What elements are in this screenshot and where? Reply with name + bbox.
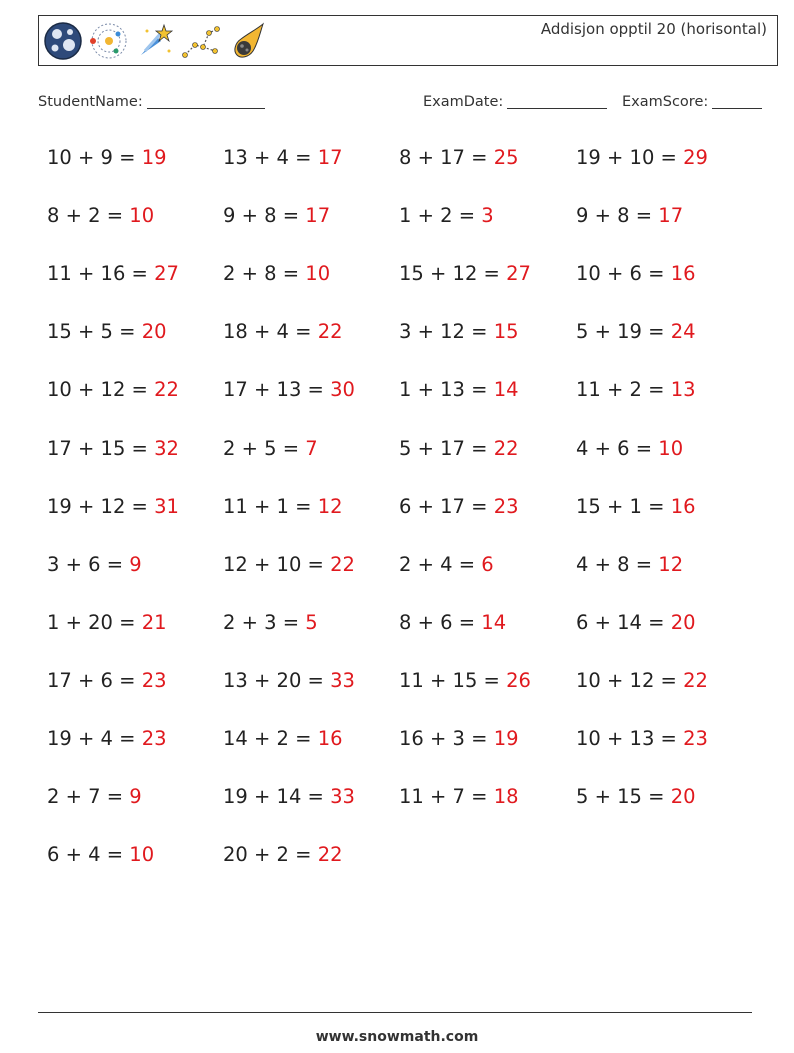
- problem-question: 5 + 15 =: [576, 785, 671, 809]
- problem-answer: 7: [305, 436, 318, 460]
- problem-answer: 20: [670, 610, 696, 634]
- problem-question: 10 + 13 =: [576, 727, 684, 750]
- problem-item: [223, 378, 355, 401]
- problem-question: 10 + 6 =: [576, 262, 671, 286]
- problem-question: 19 + 10 =: [576, 146, 684, 169]
- problem-item: [47, 611, 167, 634]
- problem-question: 15 + 1 =: [576, 494, 671, 518]
- shooting-star-icon: [135, 21, 175, 61]
- problem-answer: 23: [683, 727, 708, 750]
- problem-question: 13 + 20 =: [223, 668, 331, 692]
- problem-item: [223, 843, 343, 866]
- problem-question: 10 + 12 =: [576, 668, 684, 692]
- problem-item: [223, 669, 355, 692]
- problem-answer: 19: [141, 146, 167, 169]
- problem-answer: 22: [493, 436, 519, 460]
- problem-item: [399, 146, 519, 169]
- problem-answer: 22: [683, 668, 708, 692]
- problem-question: 6 + 17 =: [399, 494, 494, 518]
- footer-divider: [38, 1012, 752, 1013]
- problem-answer: 9: [129, 785, 142, 809]
- problem-item: [399, 727, 519, 750]
- problem-item: [399, 669, 531, 692]
- problem-answer: 12: [317, 494, 343, 518]
- problem-question: 8 + 2 =: [47, 204, 130, 228]
- problem-item: [576, 553, 683, 576]
- problem-item: [399, 262, 531, 285]
- problem-item: [47, 378, 179, 401]
- problem-question: 15 + 12 =: [399, 262, 507, 286]
- problem-question: 12 + 10 =: [223, 552, 331, 576]
- problem-item: [576, 437, 683, 460]
- problem-question: 3 + 12 =: [399, 320, 494, 344]
- problem-item: [47, 727, 167, 750]
- constellation-icon: [181, 21, 221, 61]
- problem-question: 11 + 7 =: [399, 785, 494, 809]
- problem-answer: 17: [658, 204, 684, 228]
- problem-item: [576, 204, 683, 227]
- problem-question: 19 + 4 =: [47, 727, 142, 750]
- problem-item: [223, 611, 318, 634]
- problem-answer: 5: [305, 610, 318, 634]
- problem-item: [399, 320, 519, 343]
- problem-question: 11 + 2 =: [576, 378, 671, 402]
- problem-answer: 17: [317, 146, 343, 169]
- problem-question: 16 + 3 =: [399, 727, 494, 750]
- problem-question: 2 + 7 =: [47, 785, 130, 809]
- problem-item: [223, 320, 343, 343]
- problem-item: [223, 146, 343, 169]
- footer-website: www.snowmath.com: [315, 1029, 479, 1045]
- problem-answer: 16: [670, 262, 696, 286]
- problem-answer: 25: [493, 146, 519, 169]
- problem-answer: 16: [317, 727, 343, 750]
- problem-item: [399, 204, 494, 227]
- problem-item: [576, 146, 708, 169]
- problem-answer: 20: [670, 785, 696, 809]
- exam-score-label: ExamScore:: [622, 94, 709, 110]
- problem-answer: 14: [481, 610, 507, 634]
- problem-item: [223, 785, 355, 808]
- problem-item: [576, 320, 696, 343]
- problem-question: 2 + 3 =: [223, 610, 306, 634]
- problem-answer: 29: [683, 146, 708, 169]
- problem-question: 17 + 13 =: [223, 378, 331, 402]
- problem-answer: 15: [493, 320, 519, 344]
- problem-question: 1 + 2 =: [399, 204, 482, 228]
- problem-question: 3 + 6 =: [47, 552, 130, 576]
- problem-answer: 31: [154, 494, 179, 518]
- problem-item: [576, 785, 696, 808]
- problem-item: [576, 727, 708, 750]
- exam-date-field[interactable]: [423, 93, 607, 110]
- problem-answer: 10: [129, 204, 155, 228]
- problem-answer: 33: [330, 785, 355, 809]
- problem-item: [47, 553, 142, 576]
- problem-question: 19 + 12 =: [47, 494, 155, 518]
- problem-answer: 18: [493, 785, 519, 809]
- problem-answer: 9: [129, 552, 142, 576]
- comet-icon: [227, 21, 267, 61]
- problem-answer: 10: [305, 262, 331, 286]
- problem-answer: 23: [141, 727, 167, 750]
- student-name-field[interactable]: [38, 93, 265, 110]
- problem-item: [223, 495, 343, 518]
- problem-answer: 21: [141, 610, 167, 634]
- problem-item: [223, 437, 318, 460]
- exam-score-blank[interactable]: [712, 93, 762, 109]
- problem-question: 9 + 8 =: [576, 204, 659, 228]
- problem-answer: 27: [506, 262, 531, 286]
- problem-answer: 32: [154, 436, 179, 460]
- problem-question: 2 + 4 =: [399, 552, 482, 576]
- problem-answer: 13: [670, 378, 696, 402]
- problem-question: 10 + 9 =: [47, 146, 142, 169]
- student-name-blank[interactable]: [147, 93, 265, 109]
- problem-question: 14 + 2 =: [223, 727, 318, 750]
- problem-item: [576, 262, 696, 285]
- problem-question: 6 + 14 =: [576, 610, 671, 634]
- exam-score-field[interactable]: [622, 93, 762, 110]
- problem-answer: 33: [330, 668, 355, 692]
- problem-item: [576, 611, 696, 634]
- problem-answer: 17: [305, 204, 331, 228]
- problem-item: [47, 320, 167, 343]
- exam-date-label: ExamDate:: [423, 94, 504, 110]
- problem-answer: 30: [330, 378, 355, 402]
- problem-answer: 19: [493, 727, 519, 750]
- problem-question: 20 + 2 =: [223, 843, 318, 867]
- problem-answer: 24: [670, 320, 696, 344]
- problem-answer: 22: [154, 378, 179, 402]
- problem-question: 19 + 14 =: [223, 785, 331, 809]
- problem-answer: 14: [493, 378, 519, 402]
- problem-question: 2 + 8 =: [223, 262, 306, 286]
- planet-icon: [43, 21, 83, 61]
- problem-answer: 23: [493, 494, 519, 518]
- problem-answer: 3: [481, 204, 494, 228]
- problem-question: 1 + 20 =: [47, 610, 142, 634]
- problem-item: [399, 378, 519, 401]
- problem-question: 17 + 15 =: [47, 436, 155, 460]
- problem-item: [399, 553, 494, 576]
- problem-answer: 22: [317, 320, 343, 344]
- problem-question: 1 + 13 =: [399, 378, 494, 402]
- problem-item: [399, 495, 519, 518]
- problem-question: 8 + 6 =: [399, 610, 482, 634]
- problem-question: 18 + 4 =: [223, 320, 318, 344]
- problem-answer: 12: [658, 552, 684, 576]
- problem-answer: 20: [141, 320, 167, 344]
- problem-answer: 22: [317, 843, 343, 867]
- problem-question: 15 + 5 =: [47, 320, 142, 344]
- problem-item: [47, 785, 142, 808]
- problem-answer: 26: [506, 668, 531, 692]
- problem-item: [47, 262, 179, 285]
- problem-answer: 22: [330, 552, 355, 576]
- problem-question: 17 + 6 =: [47, 668, 142, 692]
- problem-item: [47, 437, 179, 460]
- student-name-label: StudentName:: [38, 94, 143, 110]
- problem-item: [399, 611, 506, 634]
- problem-question: 11 + 16 =: [47, 262, 155, 286]
- problem-answer: 27: [154, 262, 179, 286]
- problem-item: [399, 437, 519, 460]
- solar-system-icon: [89, 21, 129, 61]
- worksheet-title: Addisjon opptil 20 (horisontal): [540, 20, 767, 38]
- problem-question: 5 + 19 =: [576, 320, 671, 344]
- problem-answer: 6: [481, 552, 494, 576]
- problem-item: [576, 495, 696, 518]
- problem-answer: 10: [129, 843, 155, 867]
- problem-question: 10 + 12 =: [47, 378, 155, 402]
- problem-item: [223, 553, 355, 576]
- problem-question: 11 + 15 =: [399, 668, 507, 692]
- problem-question: 9 + 8 =: [223, 204, 306, 228]
- problem-item: [223, 262, 330, 285]
- problem-item: [47, 669, 167, 692]
- problem-question: 8 + 17 =: [399, 146, 494, 169]
- problem-answer: 23: [141, 668, 167, 692]
- icon-strip: [43, 21, 267, 63]
- header-box: [38, 15, 778, 66]
- problem-item: [223, 204, 330, 227]
- problem-item: [47, 843, 154, 866]
- problem-question: 5 + 17 =: [399, 436, 494, 460]
- problem-item: [399, 785, 519, 808]
- problem-item: [576, 669, 708, 692]
- problem-item: [223, 727, 343, 750]
- problem-answer: 16: [670, 494, 696, 518]
- problem-question: 4 + 6 =: [576, 436, 659, 460]
- problem-item: [47, 204, 154, 227]
- problem-question: 2 + 5 =: [223, 436, 306, 460]
- problem-answer: 10: [658, 436, 684, 460]
- exam-date-blank[interactable]: [507, 93, 607, 109]
- problem-question: 6 + 4 =: [47, 843, 130, 867]
- problem-question: 4 + 8 =: [576, 552, 659, 576]
- problem-question: 13 + 4 =: [223, 146, 318, 169]
- problem-item: [47, 146, 167, 169]
- problem-question: 11 + 1 =: [223, 494, 318, 518]
- problem-item: [576, 378, 696, 401]
- problem-item: [47, 495, 179, 518]
